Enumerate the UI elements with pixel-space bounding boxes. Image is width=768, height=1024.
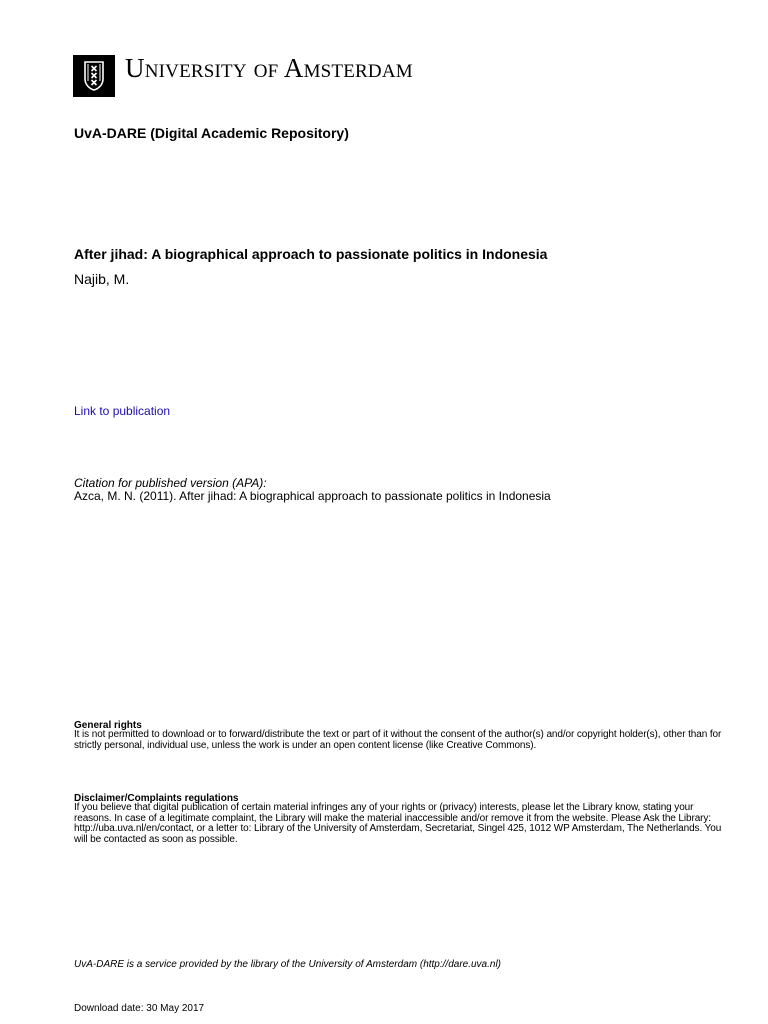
service-note: UvA-DARE is a service provided by the library of the University of Amsterdam (http://dare.uva.nl) bbox=[74, 959, 502, 970]
citation-label: Citation for published version (APA): bbox=[74, 476, 267, 490]
repository-name: UvA-DARE (Digital Academic Repository) bbox=[74, 125, 349, 141]
university-name-text: University of Amsterdam bbox=[125, 53, 413, 83]
link-to-publication[interactable]: Link to publication bbox=[74, 404, 171, 418]
publication-author: Najib, M. bbox=[74, 271, 130, 287]
general-rights-body: It is not permitted to download or to forward/distribute the text or part of it without the consent of the author(s) and/or copyright holder(s), other than for strictly personal, individual use, unless the work is under an open content license (like Creative Commons). bbox=[74, 729, 722, 751]
university-name bbox=[125, 55, 413, 82]
disclaimer-heading: Disclaimer/Complaints regulations bbox=[74, 793, 239, 804]
publication-title: After jihad: A biographical approach to passionate politics in Indonesia bbox=[74, 246, 548, 262]
university-logo bbox=[73, 55, 115, 97]
general-rights-heading: General rights bbox=[74, 720, 142, 731]
uva-crest-icon bbox=[77, 59, 111, 93]
download-date: Download date: 30 May 2017 bbox=[74, 1003, 205, 1014]
citation-text: Azca, M. N. (2011). After jihad: A biographical approach to passionate politics in Indonesia bbox=[74, 489, 551, 503]
disclaimer-body: If you believe that digital publication of certain material infringes any of your rights or (privacy) interests, please let the Library know, stating your reasons. In case of a legitimate complaint, the Library will make the material inaccessible and/or remove it from the website. Please Ask the Library: http://uba.uva.nl/en/contact, or a letter to: Library of the University of Amsterdam, Secretariat, Singel 425, 1012 WP Amsterdam, The Netherlands. You will be contacted as soon as possible. bbox=[74, 802, 722, 845]
